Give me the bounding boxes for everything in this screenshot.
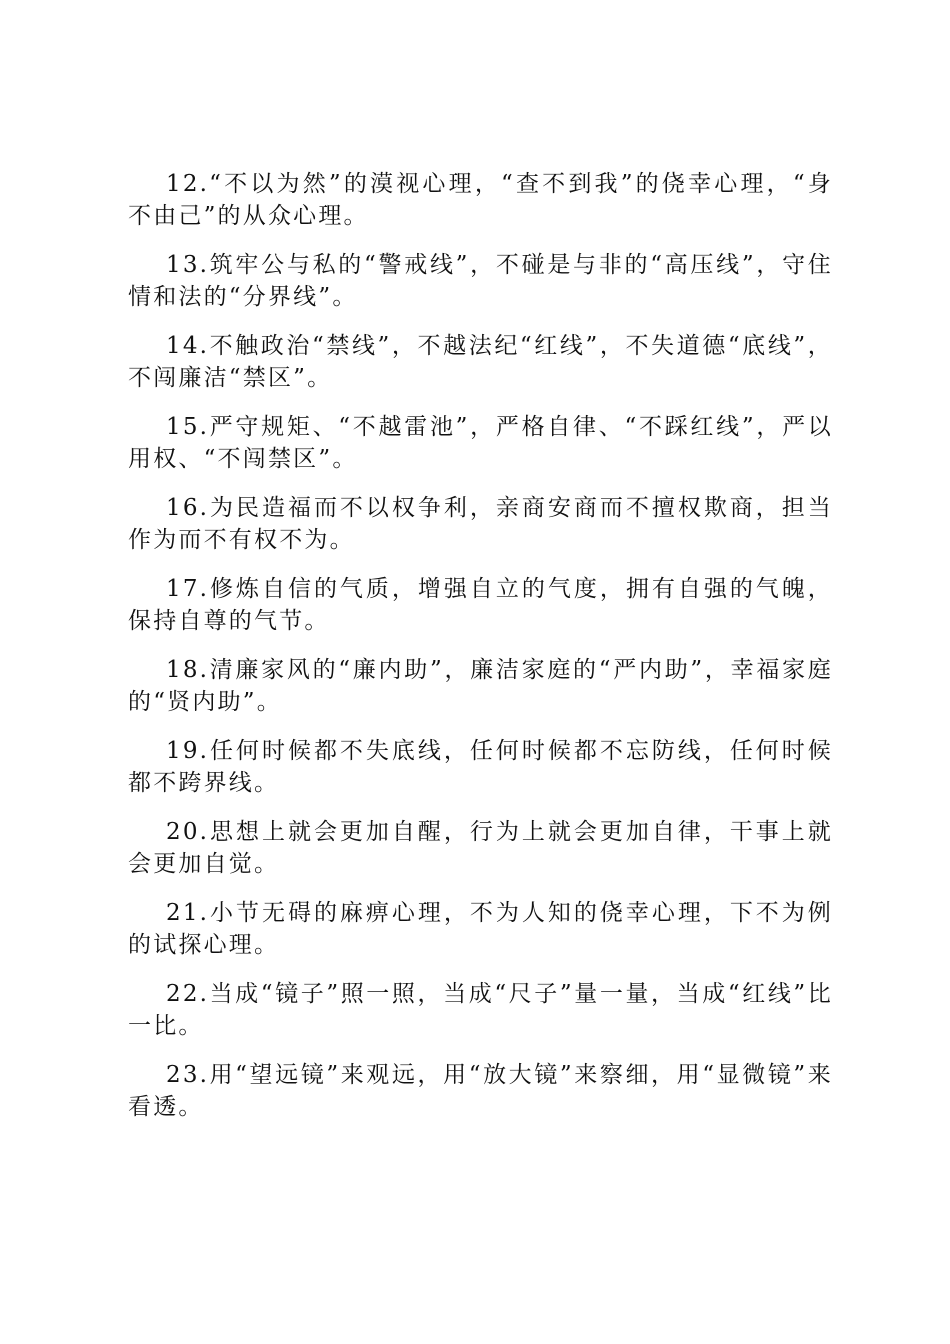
list-item-22: 22.当成“镜子”照一照，当成“尺子”量一量，当成“红线”比一比。 <box>128 981 833 1039</box>
document-body <box>128 168 833 1140</box>
list-item-13: 13.筑牢公与私的“警戒线”，不碰是与非的“高压线”，守住情和法的“分界线”。 <box>128 252 833 310</box>
list-item-14: 14.不触政治“禁线”，不越法纪“红线”，不失道德“底线”，不闯廉洁“禁区”。 <box>128 333 833 391</box>
list-item-12: 12.“不以为然”的漠视心理，“查不到我”的侥幸心理，“身不由己”的从众心理。 <box>128 171 833 229</box>
list-item-17: 17.修炼自信的气质，增强自立的气度，拥有自强的气魄，保持自尊的气节。 <box>128 576 833 634</box>
list-item-21: 21.小节无碍的麻痹心理，不为人知的侥幸心理，下不为例的试探心理。 <box>128 900 833 958</box>
list-item-20: 20.思想上就会更加自醒，行为上就会更加自律，干事上就会更加自觉。 <box>128 819 833 877</box>
list-item-23: 23.用“望远镜”来观远，用“放大镜”来察细，用“显微镜”来看透。 <box>128 1062 833 1120</box>
list-item-18: 18.清廉家风的“廉内助”，廉洁家庭的“严内助”，幸福家庭的“贤内助”。 <box>128 657 833 715</box>
list-item-19: 19.任何时候都不失底线，任何时候都不忘防线，任何时候都不跨界线。 <box>128 738 833 796</box>
list-item-16: 16.为民造福而不以权争利，亲商安商而不擅权欺商，担当作为而不有权不为。 <box>128 495 833 553</box>
list-item-15: 15.严守规矩、“不越雷池”，严格自律、“不踩红线”，严以用权、“不闯禁区”。 <box>128 414 833 472</box>
